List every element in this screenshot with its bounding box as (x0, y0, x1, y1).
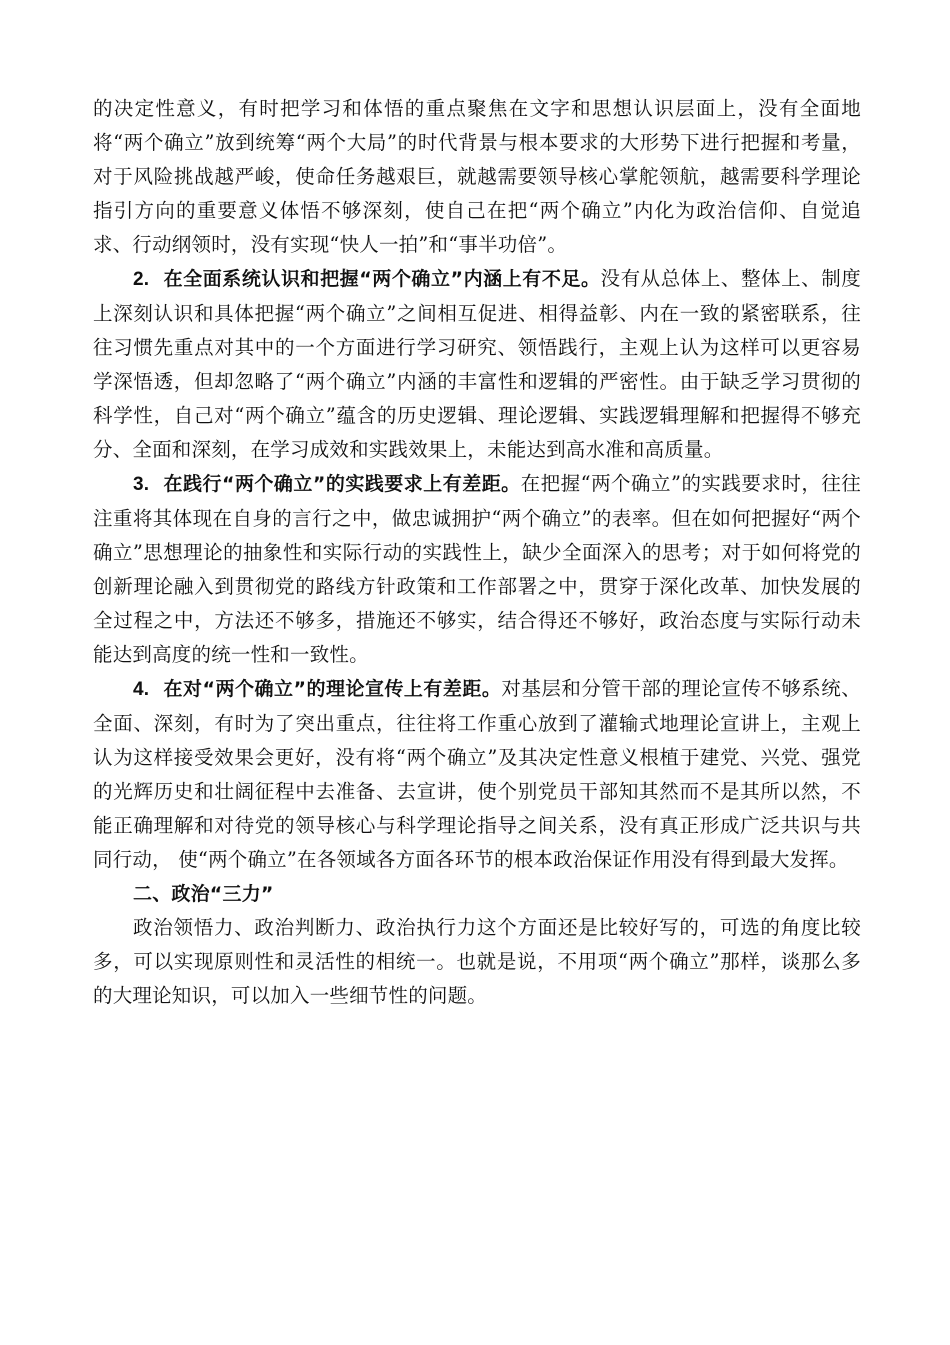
document-body (93, 92, 861, 1013)
list-item-3 (93, 467, 861, 672)
item-2-text: 没有从总体上、整体上、制度上深刻认识和具体把握“两个确立”之间相互促进、相得益彰、内在一致的紧密联系，往往习惯先重点对其中的一个方面进行学习研究、领悟践行，主观上认为这样可以更容易学深悟透，但却忽略了“两个确立”内涵的丰富性和逻辑的严密性。由于缺乏学习贯彻的科学性，自己对“两个确立”蕴含的历史逻辑、理论逻辑、实践逻辑理解和把握得不够充分、全面和深刻，在学习成效和实践效果上，未能达到高水准和高质量。 (93, 267, 862, 461)
list-item-4 (93, 672, 861, 877)
section-heading: 二、政治“三力” (133, 883, 274, 905)
paragraph-continuation: 的决定性意义，有时把学习和体悟的重点聚焦在文字和思想认识层面上，没有全面地将“两个确立”放到统筹“两个大局”的时代背景与根本要求的大形势下进行把握和考量，对于风险挑战越严峻，使命任务越艰巨，就越需要领导核心掌舵领航，越需要科学理论指引方向的重要意义体悟不够深刻，使自己在把“两个确立”内化为政治信仰、自觉追求、行动纲领时，没有实现“快人一拍”和“事半功倍”。 (93, 97, 861, 256)
item-4-heading: 在对“两个确立”的理论宣传上有差距。 (163, 678, 502, 700)
item-4-number: 4. (133, 679, 150, 700)
item-2-number: 2. (133, 269, 150, 290)
item-2-heading: 在全面系统认识和把握“两个确立”内涵上有不足。 (163, 268, 601, 290)
item-3-number: 3. (133, 474, 150, 495)
item-3-text: 在把握“两个确立”的实践要求时，往往注重将其体现在自身的言行之中，做忠诚拥护“两个确立”的表率。但在如何把握好“两个确立”思想理论的抽象性和实际行动的实践性上，缺少全面深入的思考；对于如何将党的创新理论融入到贯彻党的路线方针政策和工作部署之中，贯穿于深化改革、加快发展的全过程之中，方法还不够多，措施还不够实，结合得还不够好，政治态度与实际行动未能达到高度的统一性和一致性。 (93, 472, 861, 666)
closing-paragraph: 政治领悟力、政治判断力、政治执行力这个方面还是比较好写的，可选的角度比较多，可以实现原则性和灵活性的相统一。也就是说，不用项“两个确立”那样，谈那么多的大理论知识，可以加入一些细节性的问题。 (93, 916, 861, 1007)
item-3-heading: 在践行“两个确立”的实践要求上有差距。 (163, 473, 521, 495)
item-4-lead (133, 678, 501, 700)
item-2-lead (133, 268, 601, 290)
list-item-2 (93, 262, 861, 467)
item-3-lead (133, 473, 521, 495)
item-4-text: 对基层和分管干部的理论宣传不够系统、全面、深刻，有时为了突出重点，往往将工作重心放到了灌输式地理论宣讲上，主观上认为这样接受效果会更好，没有将“两个确立”及其决定性意义根植于建党、兴党、强党的光辉历史和壮阔征程中去准备、去宣讲，使个别党员干部知其然而不是其所以然，不能正确理解和对待党的领导核心与科学理论指导之间关系，没有真正形成广泛共识与共同行动， 使“两个确立”在各领域各方面各环节的根本政治保证作用没有得到最大发挥。 (93, 677, 861, 871)
